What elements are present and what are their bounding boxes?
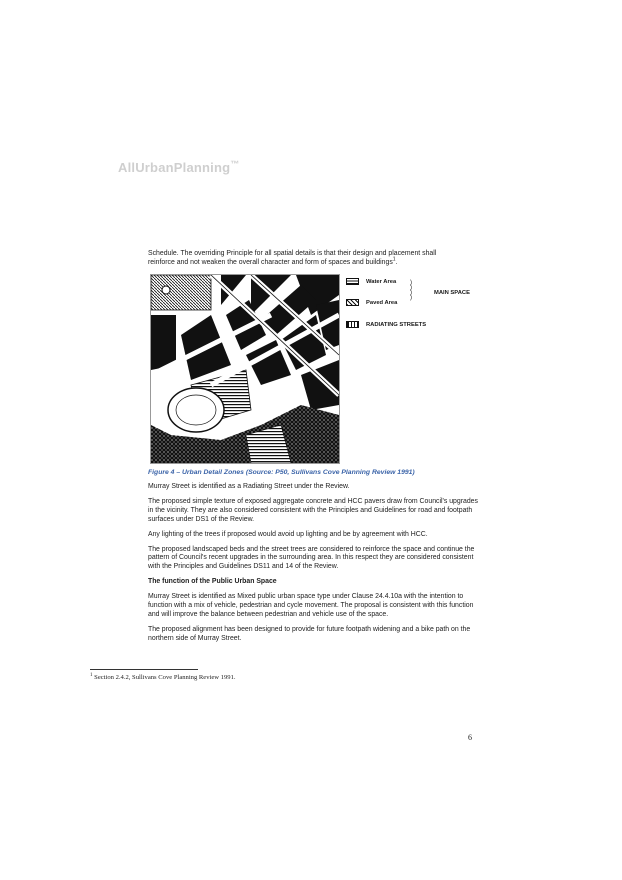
radiating-streets-label: RADIATING STREETS	[366, 321, 427, 328]
intro-line-1: Schedule. The overriding Principle for all spatial details is that their design and placement shall	[148, 250, 437, 257]
paragraph-alignment: The proposed alignment has been designed to provide for future footpath widening and a bike path on the northern side of Murray Street.	[148, 625, 471, 642]
footnote-number: 1	[90, 672, 93, 678]
paragraph-function: Murray Street is identified as Mixed public urban space type under Clause 24.4.10a with the intention to function with a mix of vehicle, pedestrian and cycle movement. The proposal is consistent with this function and will improve the balance between pedestrian and vehicle use of the space.	[148, 593, 474, 618]
footnote	[90, 674, 236, 681]
page-number: 6	[468, 733, 472, 742]
map-legend	[346, 278, 486, 348]
legend-paved	[346, 299, 397, 306]
watermark-dot: ™	[230, 159, 240, 169]
figure-caption: Figure 4 – Urban Detail Zones (Source: P50, Sullivans Cove Planning Review 1991)	[148, 469, 415, 476]
paved-area-swatch	[346, 299, 359, 306]
map-drawing	[151, 275, 339, 463]
paragraph-landscaping: The proposed landscaped beds and the street trees are considered to reinforce the space and continue the pattern of Council's recent upgrades in the surrounding area. In this respect they are considered consistent with the Principles and Guidelines DS11 and 14 of the Review.	[148, 545, 475, 571]
paved-area-label: Paved Area	[366, 299, 398, 306]
paragraph-lighting: Any lighting of the trees if proposed would avoid up lighting and be by agreement with HCC.	[148, 530, 428, 538]
legend-brace: ) ) ) )	[410, 280, 412, 301]
paragraph-radiating-street: Murray Street is identified as a Radiating Street under the Review.	[148, 483, 350, 490]
intro-line-2: reinforce and not weaken the overall character and form of spaces and buildings$^1$.	[148, 256, 398, 266]
section-heading: The function of the Public Urban Space	[148, 578, 277, 586]
footnote-divider	[90, 669, 198, 670]
main-text	[148, 483, 478, 650]
water-area-label: Water Area	[366, 278, 397, 285]
urban-detail-map	[150, 274, 340, 464]
watermark-logo	[118, 160, 239, 175]
intro-line-2-text: reinforce and not weaken the overall character and form of spaces and buildings	[148, 258, 393, 266]
footnote-text: Section 2.4.2, Sullivans Cove Planning Review 1991.	[92, 674, 236, 681]
paragraph-texture: The proposed simple texture of exposed aggregate concrete and HCC pavers draw from Council's upgrades in the vicinity. They are also considered consistent with the Principles and Guidelines for road and footpath surfaces under DS1 of the Review.	[148, 497, 478, 523]
legend-radiating	[346, 321, 426, 328]
intro-text	[148, 250, 478, 268]
main-space-label: MAIN SPACE	[434, 290, 470, 296]
water-area-swatch	[346, 278, 359, 285]
footnote-ref: 1	[392, 256, 396, 263]
watermark-text: AllUrbanPlanning	[118, 160, 231, 175]
radiating-streets-swatch	[346, 321, 359, 328]
legend-water	[346, 278, 396, 285]
